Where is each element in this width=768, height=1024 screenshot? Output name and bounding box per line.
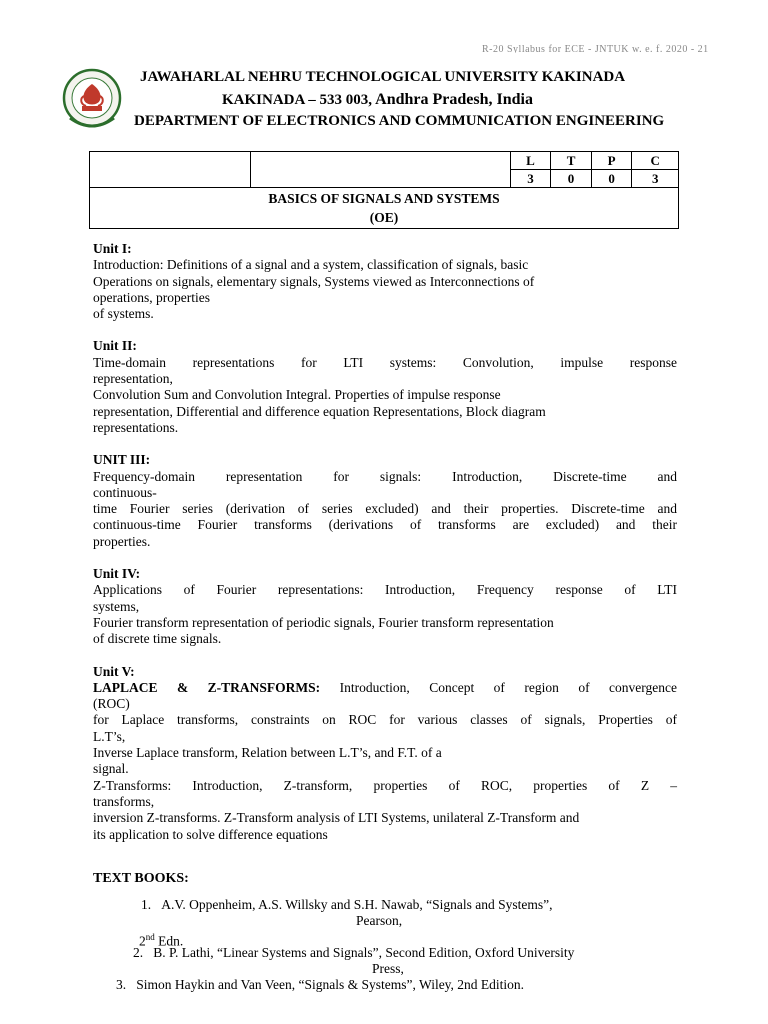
university-address: KAKINADA – 533 003, Andhra Pradesh, India (222, 91, 533, 108)
book-3-line1 (116, 977, 524, 993)
unit-line-rest: Introduction, Concept of region of convergence (320, 679, 677, 695)
unit-line: Applications of Fourier representations: Introduction, Frequency response of LTI (93, 582, 677, 598)
unit-line: for Laplace transforms, constraints on ROC for various classes of signals, Properties of (93, 712, 677, 728)
unit-1 (93, 241, 677, 322)
page-header: R-20 Syllabus for ECE - JNTUK w. e. f. 2020 - 21 (482, 44, 709, 53)
unit-line: time Fourier series (derivation of series excluded) and their properties. Discrete-time and (93, 501, 677, 517)
unit-line: Fourier transform representation of periodic signals, Fourier transform representation (93, 614, 554, 630)
unit-lead-bold: LAPLACE & Z-TRANSFORMS: (93, 679, 321, 695)
book-2-line2: Press, (372, 961, 404, 976)
book-1-line2: Pearson, (356, 913, 403, 928)
unit-line: representations. (93, 419, 179, 435)
university-name: JAWAHARLAL NEHRU TECHNOLOGICAL UNIVERSITY KAKINADA (140, 69, 626, 85)
unit-3 (93, 452, 677, 550)
unit-2 (93, 338, 677, 436)
unit-line: (ROC) (93, 696, 130, 712)
header-p: P (591, 152, 632, 170)
unit-line: representation, Differential and difference equation Representations, Block diagram (93, 403, 546, 419)
unit-4 (93, 566, 677, 647)
unit-line (93, 680, 677, 696)
unit-line: transforms, (93, 793, 155, 809)
unit-line: of systems. (93, 306, 154, 322)
empty-cell (250, 152, 510, 188)
unit-title: UNIT III: (93, 452, 151, 468)
value-t: 0 (551, 170, 592, 188)
header-c: C (632, 152, 679, 170)
unit-title: Unit I: (93, 241, 132, 256)
text-books-title: TEXT BOOKS: (93, 871, 189, 886)
unit-line: inversion Z-transforms. Z-Transform analysis of LTI Systems, unilateral Z-Transform and (93, 810, 580, 826)
book-text: B. P. Lathi, “Linear Systems and Signals”, Second Edition, Oxford University (153, 945, 575, 960)
university-logo (62, 68, 122, 132)
unit-line: Time-domain representations for LTI systems: Convolution, impulse response (93, 354, 677, 370)
unit-5 (93, 664, 677, 843)
syllabus-content (93, 241, 677, 859)
unit-line: continuous- (93, 484, 157, 500)
course-subtitle: (OE) (369, 210, 399, 225)
book-text: Simon Haykin and Van Veen, “Signals & Systems”, Wiley, 2nd Edition. (136, 977, 525, 992)
book-number: 2. (133, 945, 144, 960)
unit-line: representation, (93, 371, 173, 387)
unit-line: L.T’s, (93, 728, 126, 744)
unit-line: operations, properties (93, 289, 210, 305)
book-1-line1 (141, 897, 552, 913)
unit-line: signal. (93, 761, 129, 777)
book-number: 1. (141, 897, 152, 912)
value-l: 3 (510, 170, 551, 188)
book-1-line3: 2nd Edn. (139, 932, 184, 949)
unit-title: Unit V: (93, 663, 135, 679)
unit-line: Introduction: Definitions of a signal and a system, classification of signals, basic (93, 257, 529, 273)
value-c: 3 (632, 170, 679, 188)
unit-line: Inverse Laplace transform, Relation between L.T’s, and F.T. of a (93, 745, 442, 761)
header-l: L (510, 152, 551, 170)
unit-line: Z-Transforms: Introduction, Z-transform, properties of ROC, properties of Z – (93, 777, 677, 793)
unit-line: properties. (93, 533, 151, 549)
unit-title: Unit IV: (93, 566, 141, 582)
unit-line: continuous-time Fourier transforms (derivations of transforms are excluded) and their (93, 517, 677, 533)
unit-line: its application to solve difference equations (93, 826, 328, 842)
value-p: 0 (591, 170, 632, 188)
empty-cell (90, 152, 251, 188)
header-t: T (551, 152, 592, 170)
course-title: BASICS OF SIGNALS AND SYSTEMS (268, 191, 500, 206)
book-2-line1 (133, 945, 574, 961)
course-title-cell (90, 188, 679, 229)
course-info-table (89, 151, 679, 229)
book-text: A.V. Oppenheim, A.S. Willsky and S.H. Nawab, “Signals and Systems”, (161, 897, 553, 912)
unit-line: systems, (93, 598, 140, 614)
unit-line: of discrete time signals. (93, 631, 222, 647)
unit-line: Convolution Sum and Convolution Integral. Properties of impulse response (93, 387, 501, 403)
university-state: Andhra Pradesh, India (372, 91, 533, 108)
unit-line: Frequency-domain representation for signals: Introduction, Discrete-time and (93, 468, 677, 484)
unit-title: Unit II: (93, 338, 137, 354)
unit-line: Operations on signals, elementary signals, Systems viewed as Interconnections of (93, 273, 535, 289)
department-name: DEPARTMENT OF ELECTRONICS AND COMMUNICATION ENGINEERING (134, 113, 665, 129)
book-number: 3. (116, 977, 127, 992)
